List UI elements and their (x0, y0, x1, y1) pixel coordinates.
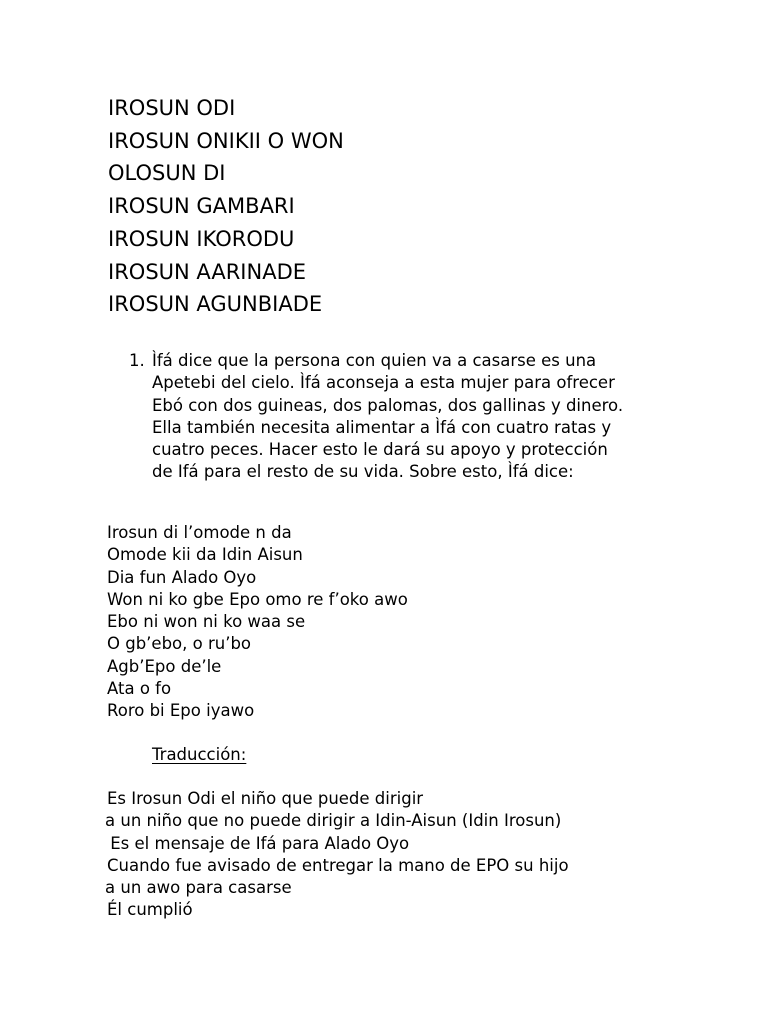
odu-name: IROSUN IKORODU (108, 226, 295, 251)
translation-line: Es el mensaje de Ifá para Alado Oyo (105, 833, 410, 853)
yoruba-verse (107, 522, 408, 723)
odu-name-list (108, 92, 344, 321)
verse-line: Won ni ko gbe Epo omo re f’oko awo (107, 589, 408, 609)
paragraph-line: Ella también necesita alimentar a Ìfá con cuatro ratas y (152, 417, 612, 437)
verse-line: Agb’Epo de’le (107, 656, 222, 676)
translation-heading: Traducción: (152, 745, 247, 764)
verse-line: Roro bi Epo iyawo (107, 701, 255, 721)
verse-line: O gb’ebo, o ru’bo (107, 634, 252, 654)
verse-line: Ata o fo (107, 679, 172, 699)
paragraph-line: Ebó con dos guineas, dos palomas, dos gallinas y dinero. (152, 395, 624, 415)
odu-name: IROSUN ONIKII O WON (108, 128, 344, 153)
paragraph-line: de Ifá para el resto de su vida. Sobre esto, Ìfá dice: (152, 462, 574, 482)
odu-name: IROSUN GAMBARI (108, 194, 295, 219)
paragraph-line: Apetebi del cielo. Ìfá aconseja a esta mujer para ofrecer (152, 373, 615, 393)
verse-line: Ebo ni won ni ko waa se (107, 612, 306, 632)
odu-name: IROSUN ODI (108, 96, 236, 120)
translation-line: Él cumplió (107, 900, 193, 920)
translation-line: a un niño que no puede dirigir a Idin-Aisun (Idin Irosun) (105, 811, 562, 831)
verse-line: Dia fun Alado Oyo (107, 567, 257, 587)
list-number: 1. (129, 351, 145, 370)
verse-line: Irosun di l’omode n da (107, 523, 292, 542)
paragraph-line: Ìfá dice que la persona con quien va a casarse es una (152, 351, 597, 370)
odu-name: IROSUN AGUNBIADE (108, 292, 323, 317)
paragraph-line: cuatro peces. Hacer esto le dará su apoyo y protección (152, 440, 608, 460)
translation-line: a un awo para casarse (105, 878, 292, 898)
translation-text (105, 788, 569, 922)
odu-name: OLOSUN DI (108, 161, 226, 186)
translation-line: Cuando fue avisado de entregar la mano de EPO su hijo (107, 855, 569, 875)
numbered-paragraph-1 (129, 350, 692, 484)
translation-line: Es Irosun Odi el niño que puede dirigir (107, 789, 424, 808)
odu-name: IROSUN AARINADE (108, 259, 307, 284)
verse-line: Omode kii da Idin Aisun (107, 545, 303, 565)
